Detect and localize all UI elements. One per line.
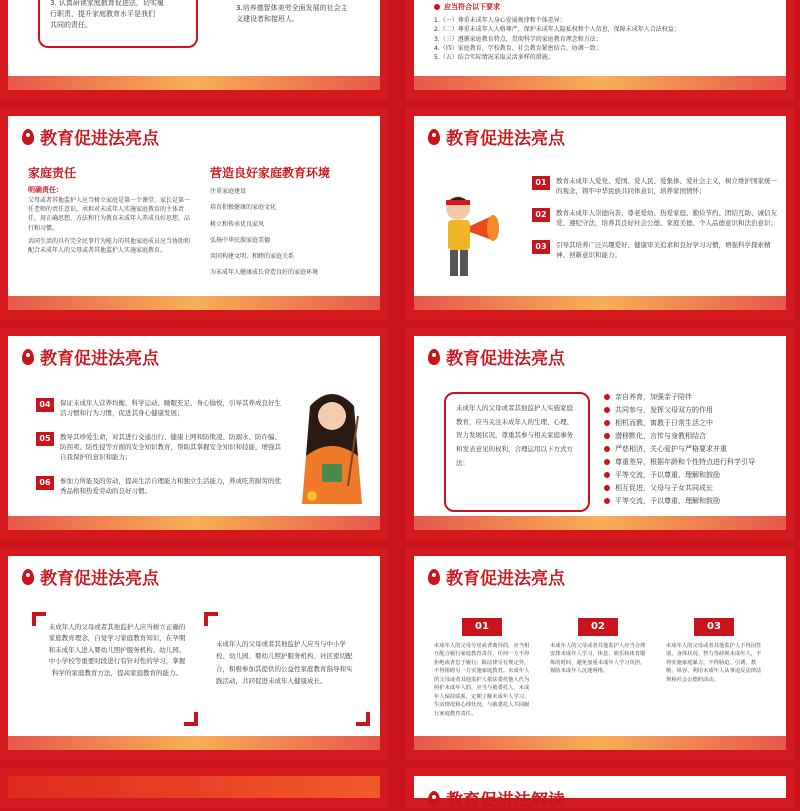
slide-title: 教育促进法亮点: [428, 344, 565, 369]
slide-7: [0, 548, 388, 760]
wave-decoration: [8, 736, 380, 750]
location-pin-icon: [22, 349, 34, 365]
family-responsibility-heading: 家庭责任: [28, 166, 77, 180]
location-pin-icon: [428, 791, 440, 807]
number-badge: 01: [532, 176, 550, 190]
number-badge: 03: [694, 618, 734, 636]
education-point: 参加力所能及的劳动，提高生活自理能力和独立生活能力，养成吃苦耐劳的优秀品格和热爱劳动的良好习惯。: [60, 477, 281, 496]
slide-title: 教育促进法亮点: [22, 124, 159, 149]
slide1-right-line: 3.培养德智体美劳全面发展的社会主: [236, 3, 348, 12]
method-item: 尊重差异，根据年龄和个性特点进行科学引导: [604, 457, 784, 467]
slide-title: 教育促进法亮点: [22, 344, 159, 369]
column-text: 未成年人的父母分居或者离异的，应当相互配合履行家庭教育责任，任何一方不得拒绝或者怠于履行；除法律另有规定外，不得阻碍另一方实施家庭教育。未成年人的父母或者其他监护人依法委托他人代为照护未成年人的，应当与被委托人、未成年人保持联系，定期了解未成年人学习、生活情况和心理状况，与被委托人共同履行家庭教育责任。: [434, 643, 530, 717]
slide-title: 教育促进法亮点: [22, 564, 159, 589]
cooperation-paragraph: 未成年人的父母或者其他监护人应当与中小学校、幼儿园、婴幼儿照护服务机构、社区密切配合，积极参加其提供的公益性家庭教育指导和实践活动，共同促进未成年人健康成长。: [216, 640, 353, 686]
environment-item: 为未成年人健康成长营造良好的家庭环境: [210, 269, 319, 277]
environment-item: 培育积极健康的家庭文化: [210, 204, 277, 212]
column-text: 未成年人的父母或者其他监护人应当合理安排未成年人学习、休息、娱乐和体育锻炼的时间，避免加重未成年人学习负担，预防未成年人沉迷网络。: [550, 643, 646, 675]
slide-2: [406, 0, 794, 100]
corner-bracket: [32, 612, 46, 626]
requirement-item: 5.（五）结合实际情况采取灵活多样的措施。: [434, 54, 554, 62]
slide1-line: 行职责，提升家庭教育水平是我们: [50, 9, 155, 18]
requirements-heading: 应当符合以下要求: [444, 3, 500, 11]
education-point: 教育未成年人爱党、爱国、爱人民、爱集体、爱社会主义，树立维护国家统一的观念，铸牢中华民族共同体意识，培养家国情怀；: [556, 177, 777, 196]
slide-4: [406, 108, 794, 320]
slide1-card: [38, 0, 198, 48]
slide-title: 教育促进法亮点: [428, 124, 565, 149]
bullet-dot: [604, 394, 610, 400]
slide-6: [406, 328, 794, 540]
method-item: 亲自养育，加强亲子陪伴: [604, 392, 784, 402]
wave-decoration: [8, 296, 380, 310]
number-badge: 06: [36, 476, 54, 490]
guidance-box: [444, 392, 590, 512]
slide-3: [0, 108, 388, 320]
bullet-dot: [604, 407, 610, 413]
heading-dot: [434, 4, 440, 10]
bullet-dot: [604, 433, 610, 439]
bullet-dot: [604, 498, 610, 504]
education-point: 保证未成年人营养均衡、科学运动、睡眠充足、身心愉悦，引导其养成良好生活习惯和行为习惯，促进其身心健康发展；: [60, 399, 281, 418]
education-point: 教育未成年人崇德向善、尊老爱幼、热爱家庭、勤俭节约、团结互助、诚信友爱、遵纪守法，培养其良好社会公德、家庭美德、个人品德意识和法治意识；: [556, 209, 777, 228]
corner-bracket: [356, 712, 370, 726]
environment-item: 弘扬中华民族家庭美德: [210, 236, 271, 244]
bullet-dot: [604, 446, 610, 452]
bullet-dot: [604, 472, 610, 478]
requirement-item: 2.（二）尊重未成年人人格尊严，保护未成年人隐私权和个人信息，保障未成年人合法权益；: [434, 26, 680, 34]
method-item: 相机而教，寓教于日常生活之中: [604, 418, 784, 428]
bullet-dot: [604, 420, 610, 426]
environment-item: 树立和传承优良家风: [210, 220, 265, 228]
boy-megaphone-illustration: [430, 186, 520, 286]
number-badge: 03: [532, 240, 550, 254]
method-item: 潜移默化，言传与身教相结合: [604, 431, 784, 441]
slide-title: 教育促进法解读: [428, 786, 565, 811]
location-pin-icon: [428, 349, 440, 365]
bullet-dot: [604, 459, 610, 465]
bullet-dot: [604, 485, 610, 491]
slide1-line: 3. 认真研读家庭教育促进法，切实履: [50, 0, 164, 7]
slide-5: [0, 328, 388, 540]
slide1-right-line: 义建设者和接班人。: [236, 14, 299, 23]
girl-reading-illustration: [292, 386, 372, 506]
learning-paragraph: 未成年人的父母或者其他监护人应当树立正确的家庭教育理念，自觉学习家庭教育知识，在孕期和未成年人进入婴幼儿照护服务机构、幼儿园、中小学校等重要时段进行有针对性的学习，掌握科学的家庭教育方法，提高家庭教育的能力。: [48, 623, 186, 677]
wave-decoration: [8, 76, 380, 90]
slide-1: [0, 0, 388, 100]
method-item: 平等交流，予以尊重、理解和鼓励: [604, 496, 784, 506]
location-pin-icon: [22, 129, 34, 145]
guidance-text: 未成年人的父母或者其他监护人实施家庭教育，应当关注未成年人的生理、心理、智力发展状况，尊重其参与相关家庭事务和发表意见的权利，合理运用以下方式方法：: [456, 404, 573, 467]
wave-decoration: [414, 76, 786, 90]
wave-decoration: [414, 516, 786, 530]
wave-decoration: [8, 516, 380, 530]
environment-heading: 营造良好家庭教育环境: [210, 166, 331, 180]
method-item: 平等交流，予以尊重、理解和鼓励: [604, 470, 784, 480]
location-pin-icon: [428, 129, 440, 145]
number-badge: 05: [36, 432, 54, 446]
corner-bracket: [184, 712, 198, 726]
environment-item: 注重家庭建设: [210, 188, 247, 195]
slide-9: [0, 768, 388, 808]
location-pin-icon: [428, 569, 440, 585]
number-badge: 02: [578, 618, 618, 636]
education-point: 引导其培养广泛兴趣爱好、健康审美追求和良好学习习惯，增强科学探索精神、创新意识和能力；: [556, 241, 771, 260]
responsibility-paragraph: 共同生活的具有完全民事行为能力的其他家庭成员应当协助和配合未成年人的父母或者其他监护人实施家庭教育。: [28, 238, 191, 255]
responsibility-subheading: 明确责任：: [28, 186, 63, 194]
requirement-item: 3.（三）遵循家庭教育特点，贯彻科学的家庭教育理念和方法；: [434, 35, 602, 43]
slide1-line: 共同的责任。: [50, 20, 92, 29]
number-badge: 02: [532, 208, 550, 222]
responsibility-paragraph: 父母或者其他监护人应当树立家庭是第一个课堂、家长是第一任老师的责任意识，承担对未成年人实施家庭教育的主体责任，用正确思想、方法和行为教育未成年人养成良好思想、品行和习惯。: [28, 196, 191, 232]
corner-bracket: [204, 612, 218, 626]
method-item: 相互促进，父母与子女共同成长: [604, 483, 784, 493]
requirement-item: 4.（四）家庭教育、学校教育、社会教育紧密结合、协调一致；: [434, 44, 602, 52]
location-pin-icon: [22, 569, 34, 585]
slide-8: [406, 548, 794, 760]
wave-decoration: [414, 296, 786, 310]
method-item: 共同参与，发挥父母双方的作用: [604, 405, 784, 415]
method-item: 严慈相济，关心爱护与严格要求并重: [604, 444, 784, 454]
slide-10: [406, 768, 794, 811]
education-point: 教导其珍爱生命，对其进行交通出行、健康上网和防欺凌、防溺水、防诈骗、防拐卖、防性侵等方面的安全知识教育，帮助其掌握安全知识和技能，增强其自我保护的意识和能力；: [60, 433, 281, 462]
number-badge: 01: [462, 618, 502, 636]
column-text: 未成年人的父母或者其他监护人不得因性别、身体状况、智力等歧视未成年人，不得实施家庭暴力，不得胁迫、引诱、教唆、纵容、利用未成年人从事违反法律法规和社会公德的活动。: [666, 643, 762, 683]
requirement-item: 1.（一）尊重未成年人身心发展规律和个体差异；: [434, 17, 566, 24]
number-badge: 04: [36, 398, 54, 412]
environment-item: 共同构建文明、和睦的家庭关系: [210, 253, 295, 261]
wave-decoration: [414, 736, 786, 750]
slide-title: 教育促进法亮点: [428, 564, 565, 589]
